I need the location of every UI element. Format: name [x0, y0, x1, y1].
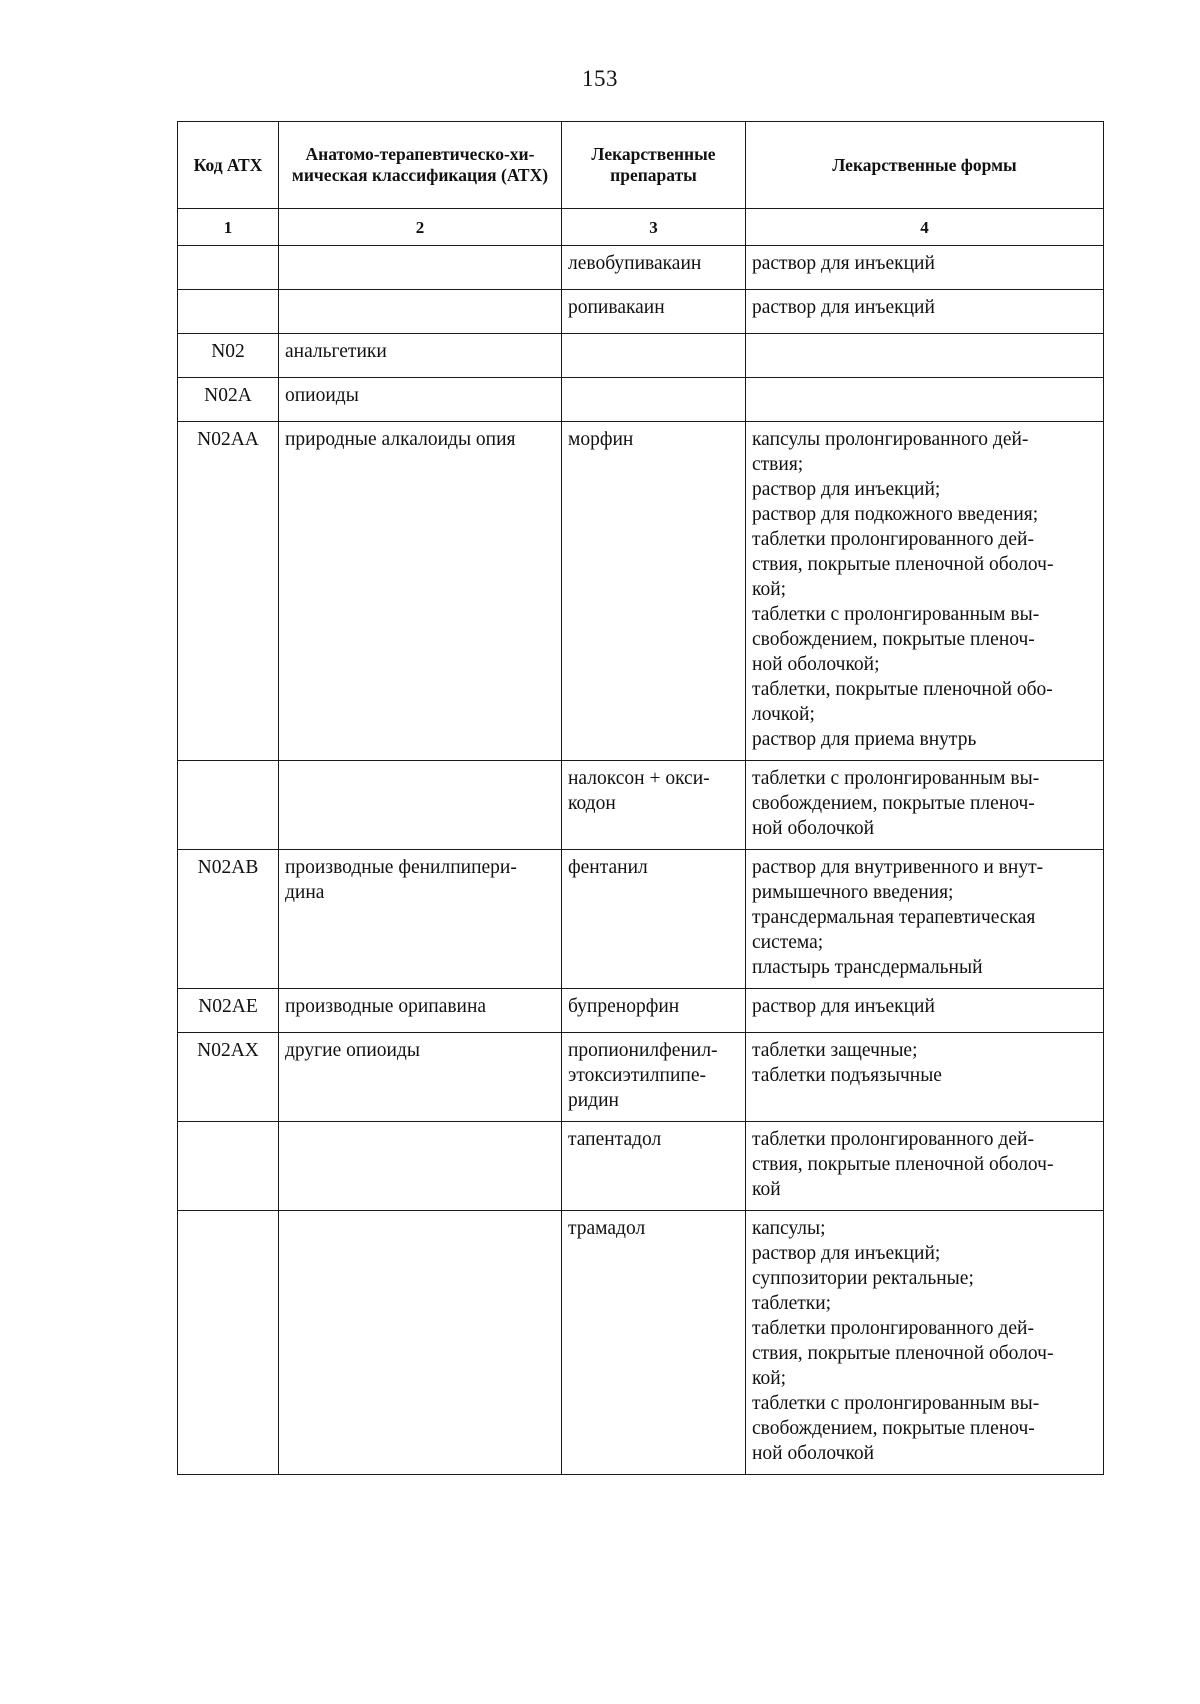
header-code-atx: Код АТХ [178, 122, 279, 209]
cell-dosage-forms-line: таблетки с пролонгированным вы- [752, 1393, 1040, 1414]
cell-dosage-forms [746, 761, 1104, 850]
cell-dosage-forms-line: таблетки; [752, 1293, 832, 1314]
header-classification-line: Анатомо-терапевтическо-хи- [305, 144, 535, 164]
cell-dosage-forms-line: ствия, покрытые пленочной оболоч- [752, 554, 1054, 575]
cell-classification [279, 290, 562, 334]
cell-classification [279, 850, 562, 989]
column-number-row [178, 209, 1104, 246]
cell-dosage-forms-line: трансдермальная терапевтическая [752, 907, 1036, 928]
cell-classification [279, 1122, 562, 1211]
cell-dosage-forms-line: ствия, покрытые пленочной оболоч- [752, 1343, 1054, 1364]
cell-classification-line: дина [285, 882, 325, 903]
cell-drug [562, 1122, 746, 1211]
cell-drug-line: ропивакаин [568, 297, 665, 318]
table-row [178, 1211, 1104, 1475]
header-dosage-forms: Лекарственные формы [746, 122, 1104, 209]
cell-classification-line: производные фенилпипери- [285, 857, 517, 878]
cell-drug-line: ридин [568, 1090, 619, 1111]
cell-dosage-forms-line: раствор для инъекций [752, 297, 935, 318]
cell-dosage-forms-line: таблетки, покрытые пленочной обо- [752, 679, 1053, 700]
table-row [178, 378, 1104, 422]
cell-dosage-forms-line: ной оболочкой [752, 1443, 875, 1464]
table-body [178, 246, 1104, 1475]
cell-dosage-forms-line: таблетки с пролонгированным вы- [752, 604, 1040, 625]
cell-dosage-forms-line: римышечного введения; [752, 882, 954, 903]
cell-classification [279, 989, 562, 1033]
cell-dosage-forms [746, 290, 1104, 334]
table-row [178, 1122, 1104, 1211]
cell-classification-line: анальгетики [285, 341, 387, 362]
column-number: 4 [746, 209, 1104, 246]
cell-drug [562, 246, 746, 290]
cell-classification [279, 1211, 562, 1475]
cell-drug [562, 1211, 746, 1475]
cell-drug-line: пропионилфенил- [568, 1040, 718, 1061]
page-number: 153 [582, 66, 618, 91]
cell-dosage-forms [746, 246, 1104, 290]
cell-drug [562, 989, 746, 1033]
cell-atx-code [178, 761, 279, 850]
cell-drug [562, 422, 746, 761]
cell-classification [279, 378, 562, 422]
cell-dosage-forms-line: таблетки пролонгированного дей- [752, 1318, 1034, 1339]
cell-dosage-forms-line: свобождением, покрытые пленоч- [752, 793, 1035, 814]
cell-dosage-forms-line: система; [752, 932, 824, 953]
cell-drug [562, 761, 746, 850]
cell-drug-line: морфин [568, 429, 634, 450]
cell-dosage-forms-line: суппозитории ректальные; [752, 1268, 974, 1289]
cell-classification-line: производные орипавина [285, 996, 487, 1017]
header-drugs [562, 122, 746, 209]
cell-dosage-forms-line: ствия, покрытые пленочной оболоч- [752, 1154, 1054, 1175]
cell-dosage-forms [746, 1033, 1104, 1122]
table-row [178, 1033, 1104, 1122]
cell-dosage-forms-line: кой; [752, 1368, 787, 1389]
cell-dosage-forms [746, 1211, 1104, 1475]
cell-dosage-forms-line: кой; [752, 579, 787, 600]
header-classification-line: (АТХ) [501, 165, 549, 185]
cell-dosage-forms-line: ной оболочкой; [752, 654, 880, 675]
cell-dosage-forms [746, 378, 1104, 422]
cell-dosage-forms [746, 422, 1104, 761]
cell-dosage-forms-line: раствор для инъекций; [752, 1243, 941, 1264]
header-classification-line: мическая классификация [291, 165, 497, 185]
cell-dosage-forms-line: кой [752, 1179, 781, 1200]
cell-drug [562, 290, 746, 334]
cell-drug-line: левобупивакаин [568, 253, 702, 274]
table-row [178, 761, 1104, 850]
cell-drug [562, 378, 746, 422]
cell-classification-line: опиоиды [285, 385, 359, 406]
cell-drug-line: этоксиэтилпипе- [568, 1065, 706, 1086]
cell-drug [562, 850, 746, 989]
cell-drug-line: налоксон + окси- [568, 768, 710, 789]
cell-dosage-forms-line: пластырь трансдермальный [752, 957, 983, 978]
cell-dosage-forms-line: раствор для инъекций [752, 996, 935, 1017]
cell-drug-line: трамадол [568, 1218, 646, 1239]
table-row [178, 989, 1104, 1033]
cell-classification [279, 422, 562, 761]
cell-drug-line: фентанил [568, 857, 648, 878]
cell-atx-code: N02AA [178, 422, 279, 761]
header-drugs-line: препараты [610, 165, 697, 185]
column-number: 2 [279, 209, 562, 246]
header-classification [279, 122, 562, 209]
cell-dosage-forms [746, 1122, 1104, 1211]
cell-dosage-forms-line: таблетки подъязычные [752, 1065, 942, 1086]
cell-dosage-forms-line: таблетки пролонгированного дей- [752, 1129, 1034, 1150]
cell-dosage-forms-line: раствор для подкожного введения; [752, 504, 1039, 525]
cell-classification [279, 334, 562, 378]
cell-classification-line: природные алкалоиды опия [285, 429, 516, 450]
table-header [178, 122, 1104, 246]
cell-atx-code: N02 [178, 334, 279, 378]
cell-drug-line: кодон [568, 793, 616, 814]
cell-dosage-forms-line: свобождением, покрытые пленоч- [752, 629, 1035, 650]
cell-dosage-forms-line: таблетки пролонгированного дей- [752, 529, 1034, 550]
table-row [178, 246, 1104, 290]
cell-drug-line: тапентадол [568, 1129, 662, 1150]
cell-atx-code [178, 246, 279, 290]
cell-dosage-forms [746, 334, 1104, 378]
cell-dosage-forms-line: капсулы; [752, 1218, 826, 1239]
column-number: 1 [178, 209, 279, 246]
cell-dosage-forms-line: раствор для приема внутрь [752, 729, 977, 750]
header-row [178, 122, 1104, 209]
cell-classification-line: другие опиоиды [285, 1040, 420, 1061]
cell-atx-code: N02AB [178, 850, 279, 989]
header-drugs-line: Лекарственные [591, 144, 716, 164]
cell-dosage-forms-line: ствия; [752, 454, 804, 475]
cell-dosage-forms-line: таблетки защечные; [752, 1040, 918, 1061]
cell-dosage-forms-line: раствор для инъекций [752, 253, 935, 274]
table-row [178, 422, 1104, 761]
cell-atx-code: N02A [178, 378, 279, 422]
column-number: 3 [562, 209, 746, 246]
cell-classification [279, 1033, 562, 1122]
cell-dosage-forms-line: раствор для внутривенного и внут- [752, 857, 1044, 878]
cell-dosage-forms-line: свобождением, покрытые пленоч- [752, 1418, 1035, 1439]
cell-dosage-forms-line: капсулы пролонгированного дей- [752, 429, 1029, 450]
cell-drug [562, 1033, 746, 1122]
cell-dosage-forms [746, 989, 1104, 1033]
cell-classification [279, 246, 562, 290]
cell-dosage-forms-line: лочкой; [752, 704, 815, 725]
table-row [178, 290, 1104, 334]
cell-atx-code [178, 1122, 279, 1211]
cell-classification [279, 761, 562, 850]
cell-dosage-forms-line: раствор для инъекций; [752, 479, 941, 500]
table-row [178, 334, 1104, 378]
cell-atx-code: N02AX [178, 1033, 279, 1122]
cell-dosage-forms-line: таблетки с пролонгированным вы- [752, 768, 1040, 789]
cell-atx-code [178, 290, 279, 334]
cell-dosage-forms-line: ной оболочкой [752, 818, 875, 839]
cell-atx-code [178, 1211, 279, 1475]
cell-atx-code: N02AE [178, 989, 279, 1033]
table-row [178, 850, 1104, 989]
cell-dosage-forms [746, 850, 1104, 989]
atx-table [177, 121, 1104, 1475]
cell-drug [562, 334, 746, 378]
cell-drug-line: бупренорфин [568, 996, 680, 1017]
